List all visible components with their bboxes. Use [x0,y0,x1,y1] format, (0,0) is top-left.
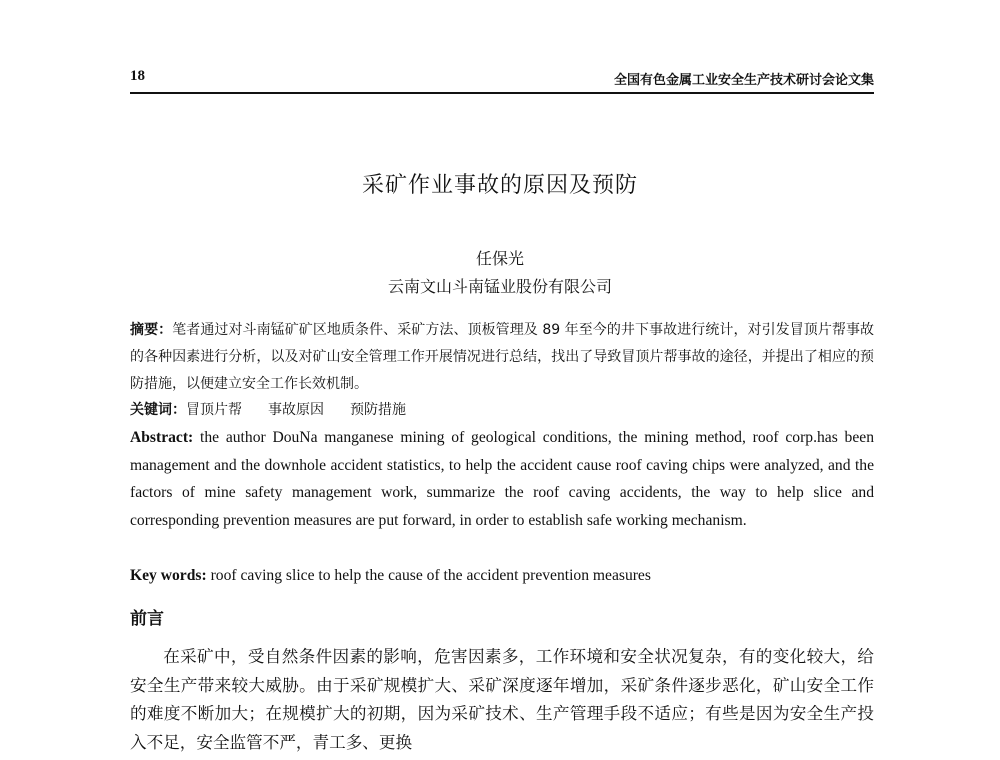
keywords-en-label: Key words: [130,567,207,584]
abstract-cn-text: 笔者通过对斗南锰矿矿区地质条件、采矿方法、顶板管理及 89 年至今的井下事故进行统计，对引发冒顶片帮事故的各种因素进行分析，以及对矿山安全管理工作开展情况进行总结，找出了导致冒顶片帮事故的途径，并提出了相应的预防措施，以便建立安全工作长效机制。 [130,322,875,392]
abstract-en-label: Abstract: [130,429,194,446]
keyword-cn: 事故原因 [268,402,324,418]
abstract-en [130,424,874,534]
page-header [130,66,874,94]
body-paragraph: 在采矿中，受自然条件因素的影响，危害因素多，工作环境和安全状况复杂，有的变化较大，给安全生产带来较大威胁。由于采矿规模扩大、采矿深度逐年增加，采矿条件逐步恶化，矿山安全工作的难度不断加大；在规模扩大的初期，因为采矿技术、生产管理手段不适应；有些是因为安全生产投入不足，安全监管不严，青工多、更换 [130,647,874,752]
abstract-cn-label: 摘要： [130,322,173,338]
keywords-cn [130,398,874,422]
paper-title: 采矿作业事故的原因及预防 [361,173,638,198]
section-heading: 前言 [130,609,164,629]
abstract-en-text: the author DouNa manganese mining of geological conditions, the mining method, roof corp.has been management and the downhole accident statistics, to help the accident cause roof caving chips were analyzed, and the factors of mine safety management work, summarize the roof caving accidents, the way to help slice and corresponding prevention measures are put forward, in order to establish safe working mechanism. [130,429,874,529]
author-affiliation: 云南文山斗南锰业股份有限公司 [387,277,612,296]
journal-title: 全国有色金属工业安全生产技术研讨会论文集 [613,73,874,88]
keywords-en [130,564,874,588]
abstract-cn [130,317,874,398]
author-name: 任保光 [475,249,524,268]
keywords-en-text: roof caving slice to help the cause of the accident prevention measures [210,567,651,584]
keyword-cn: 预防措施 [350,402,406,418]
page-number: 18 [130,68,145,84]
keywords-cn-label: 关键词： [130,402,186,418]
keyword-cn: 冒顶片帮 [186,402,242,418]
